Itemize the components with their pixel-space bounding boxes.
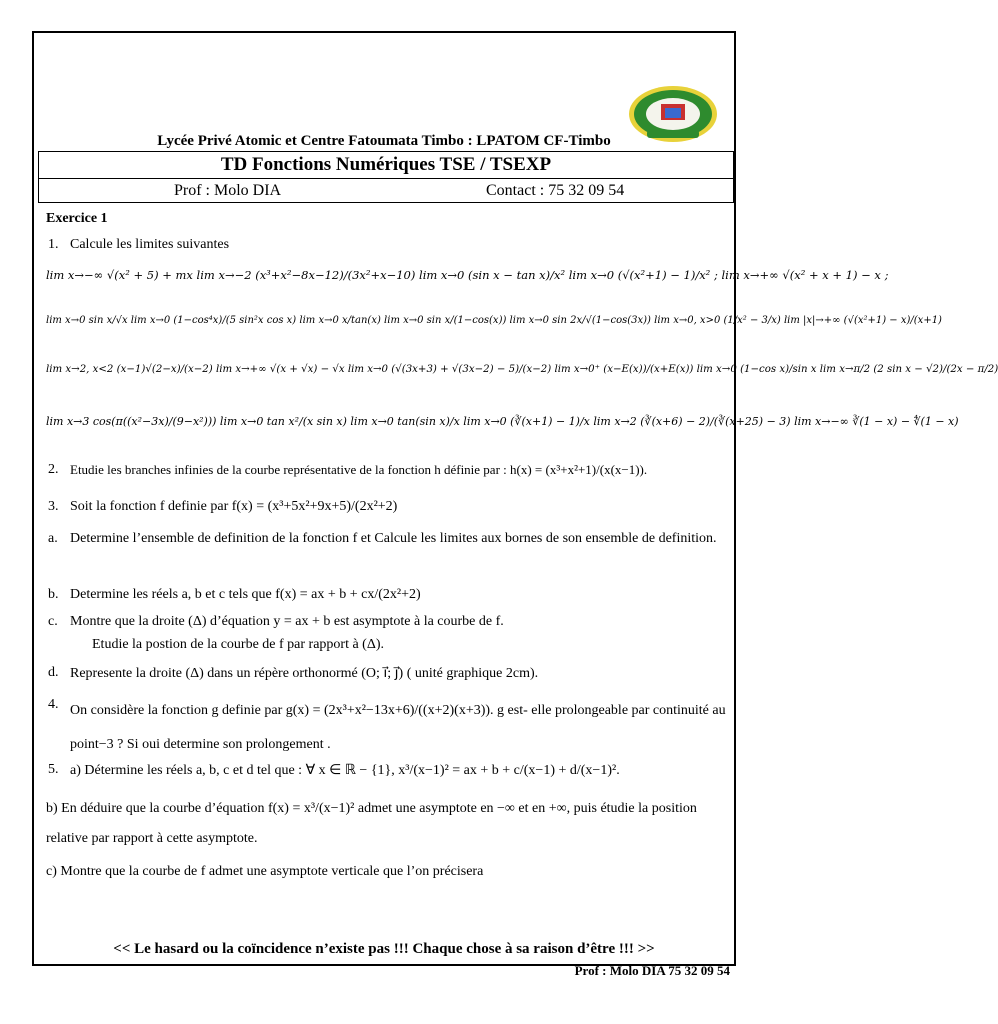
- q3a-text: Determine l’ensemble de definition de la fonction f et Calcule les limites aux bornes de son ensemble de definition.: [70, 531, 717, 546]
- q4-number: 4.: [48, 697, 59, 712]
- q5-number: 5.: [48, 762, 59, 777]
- closing-quote: << Le hasard ou la coïncidence n’existe pas !!! Chaque chose à sa raison d’être !!! >>: [113, 941, 655, 957]
- exercise-heading: Exercice 1: [46, 211, 108, 226]
- q5-text: a) Détermine les réels a, b, c et d tel que : ∀ x ∈ ℝ − {1}, x³/(x−1)² = ax + b + c/(x−1) + d/(x−1)².: [70, 763, 620, 778]
- document-title: TD Fonctions Numériques TSE / TSEXP: [39, 152, 733, 179]
- teacher-contact: Contact : 75 32 09 54: [486, 182, 625, 199]
- q3c-number: c.: [48, 614, 58, 629]
- q5c-text: c) Montre que la courbe de f admet une asymptote verticale que l’on précisera: [46, 864, 484, 879]
- q3c-text: Montre que la droite (Δ) d’équation y = ax + b est asymptote à la courbe de f.: [70, 614, 504, 629]
- footer-signature: Prof : Molo DIA 75 32 09 54: [574, 963, 730, 978]
- limits-row-3: lim x→2, x<2 (x−1)√(2−x)/(x−2) lim x→+∞ √(x + √x) − √x lim x→0 (√(3x+3) + √(3x−2) − 5)/(x−2) lim x→0⁺ (x−E(x))/(x+E(x)) lim x→0 (1−cos x)/sin x lim x→π/2 (2 sin x − √2)/(2x − π/2): [46, 364, 998, 375]
- q3b-text: Determine les réels a, b et c tels que f(x) = ax + b + cx/(2x²+2): [70, 587, 421, 602]
- q3a-number: a.: [48, 531, 58, 546]
- q2-number: 2.: [48, 462, 59, 477]
- title-box: [38, 151, 734, 203]
- q3-text: Soit la fonction f definie par f(x) = (x³+5x²+9x+5)/(2x²+2): [70, 499, 398, 514]
- q1-text: Calcule les limites suivantes: [70, 237, 230, 252]
- limits-row-2: lim x→0 sin x/√x lim x→0 (1−cos⁴x)/(5 sin²x cos x) lim x→0 x/tan(x) lim x→0 sin x/(1−cos(x)) lim x→0 sin 2x/√(1−cos(3x)) lim x→0, x>0 (1/x² − 3/x) lim |x|→+∞ (√(x²+1) − x)/(x+1): [46, 315, 942, 326]
- q3d-text: Represente la droite (Δ) dans un répère orthonormé (O; i⃗; j⃗) ( unité graphique 2cm).: [70, 666, 539, 681]
- q5b-text: b) En déduire que la courbe d’équation f(x) = x³/(x−1)² admet une asymptote en −∞ et en +∞, puis étudie la position relative par rapport à cette asymptote.: [46, 801, 697, 846]
- teacher-name: Prof : Molo DIA: [174, 182, 282, 199]
- limits-row-1: lim x→−∞ √(x² + 5) + mx lim x→−2 (x³+x²−8x−12)/(3x²+x−10) lim x→0 (sin x − tan x)/x² lim x→0 (√(x²+1) − 1)/x² ; lim x→+∞ √(x² + x + 1) − x ;: [46, 268, 889, 282]
- q3c-continuation: Etudie la postion de la courbe de f par rapport à (Δ).: [92, 637, 385, 652]
- school-name: Lycée Privé Atomic et Centre Fatoumata Timbo : LPATOM CF-Timbo: [157, 133, 611, 149]
- q4-text: On considère la fonction g definie par g(x) = (2x³+x²−13x+6)/((x+2)(x+3)). g est- elle prolongeable par continuité au point−3 ? Si oui determine son prolongement .: [70, 703, 726, 752]
- q2-text: Etudie les branches infinies de la courbe représentative de la fonction h définie par : h(x) = (x³+x²+1)/(x(x−1)).: [70, 462, 648, 477]
- q3b-number: b.: [48, 587, 59, 602]
- q3-number: 3.: [48, 499, 59, 514]
- limits-row-4: lim x→3 cos(π((x²−3x)/(9−x²))) lim x→0 tan x²/(x sin x) lim x→0 tan(sin x)/x lim x→0 (∛(x+1) − 1)/x lim x→2 (∛(x+6) − 2)/(∛(x+25) − 3) lim x→−∞ ∛(1 − x) − ∜(1 − x): [46, 415, 959, 428]
- q3d-number: d.: [48, 665, 59, 680]
- q1-number: 1.: [48, 237, 59, 252]
